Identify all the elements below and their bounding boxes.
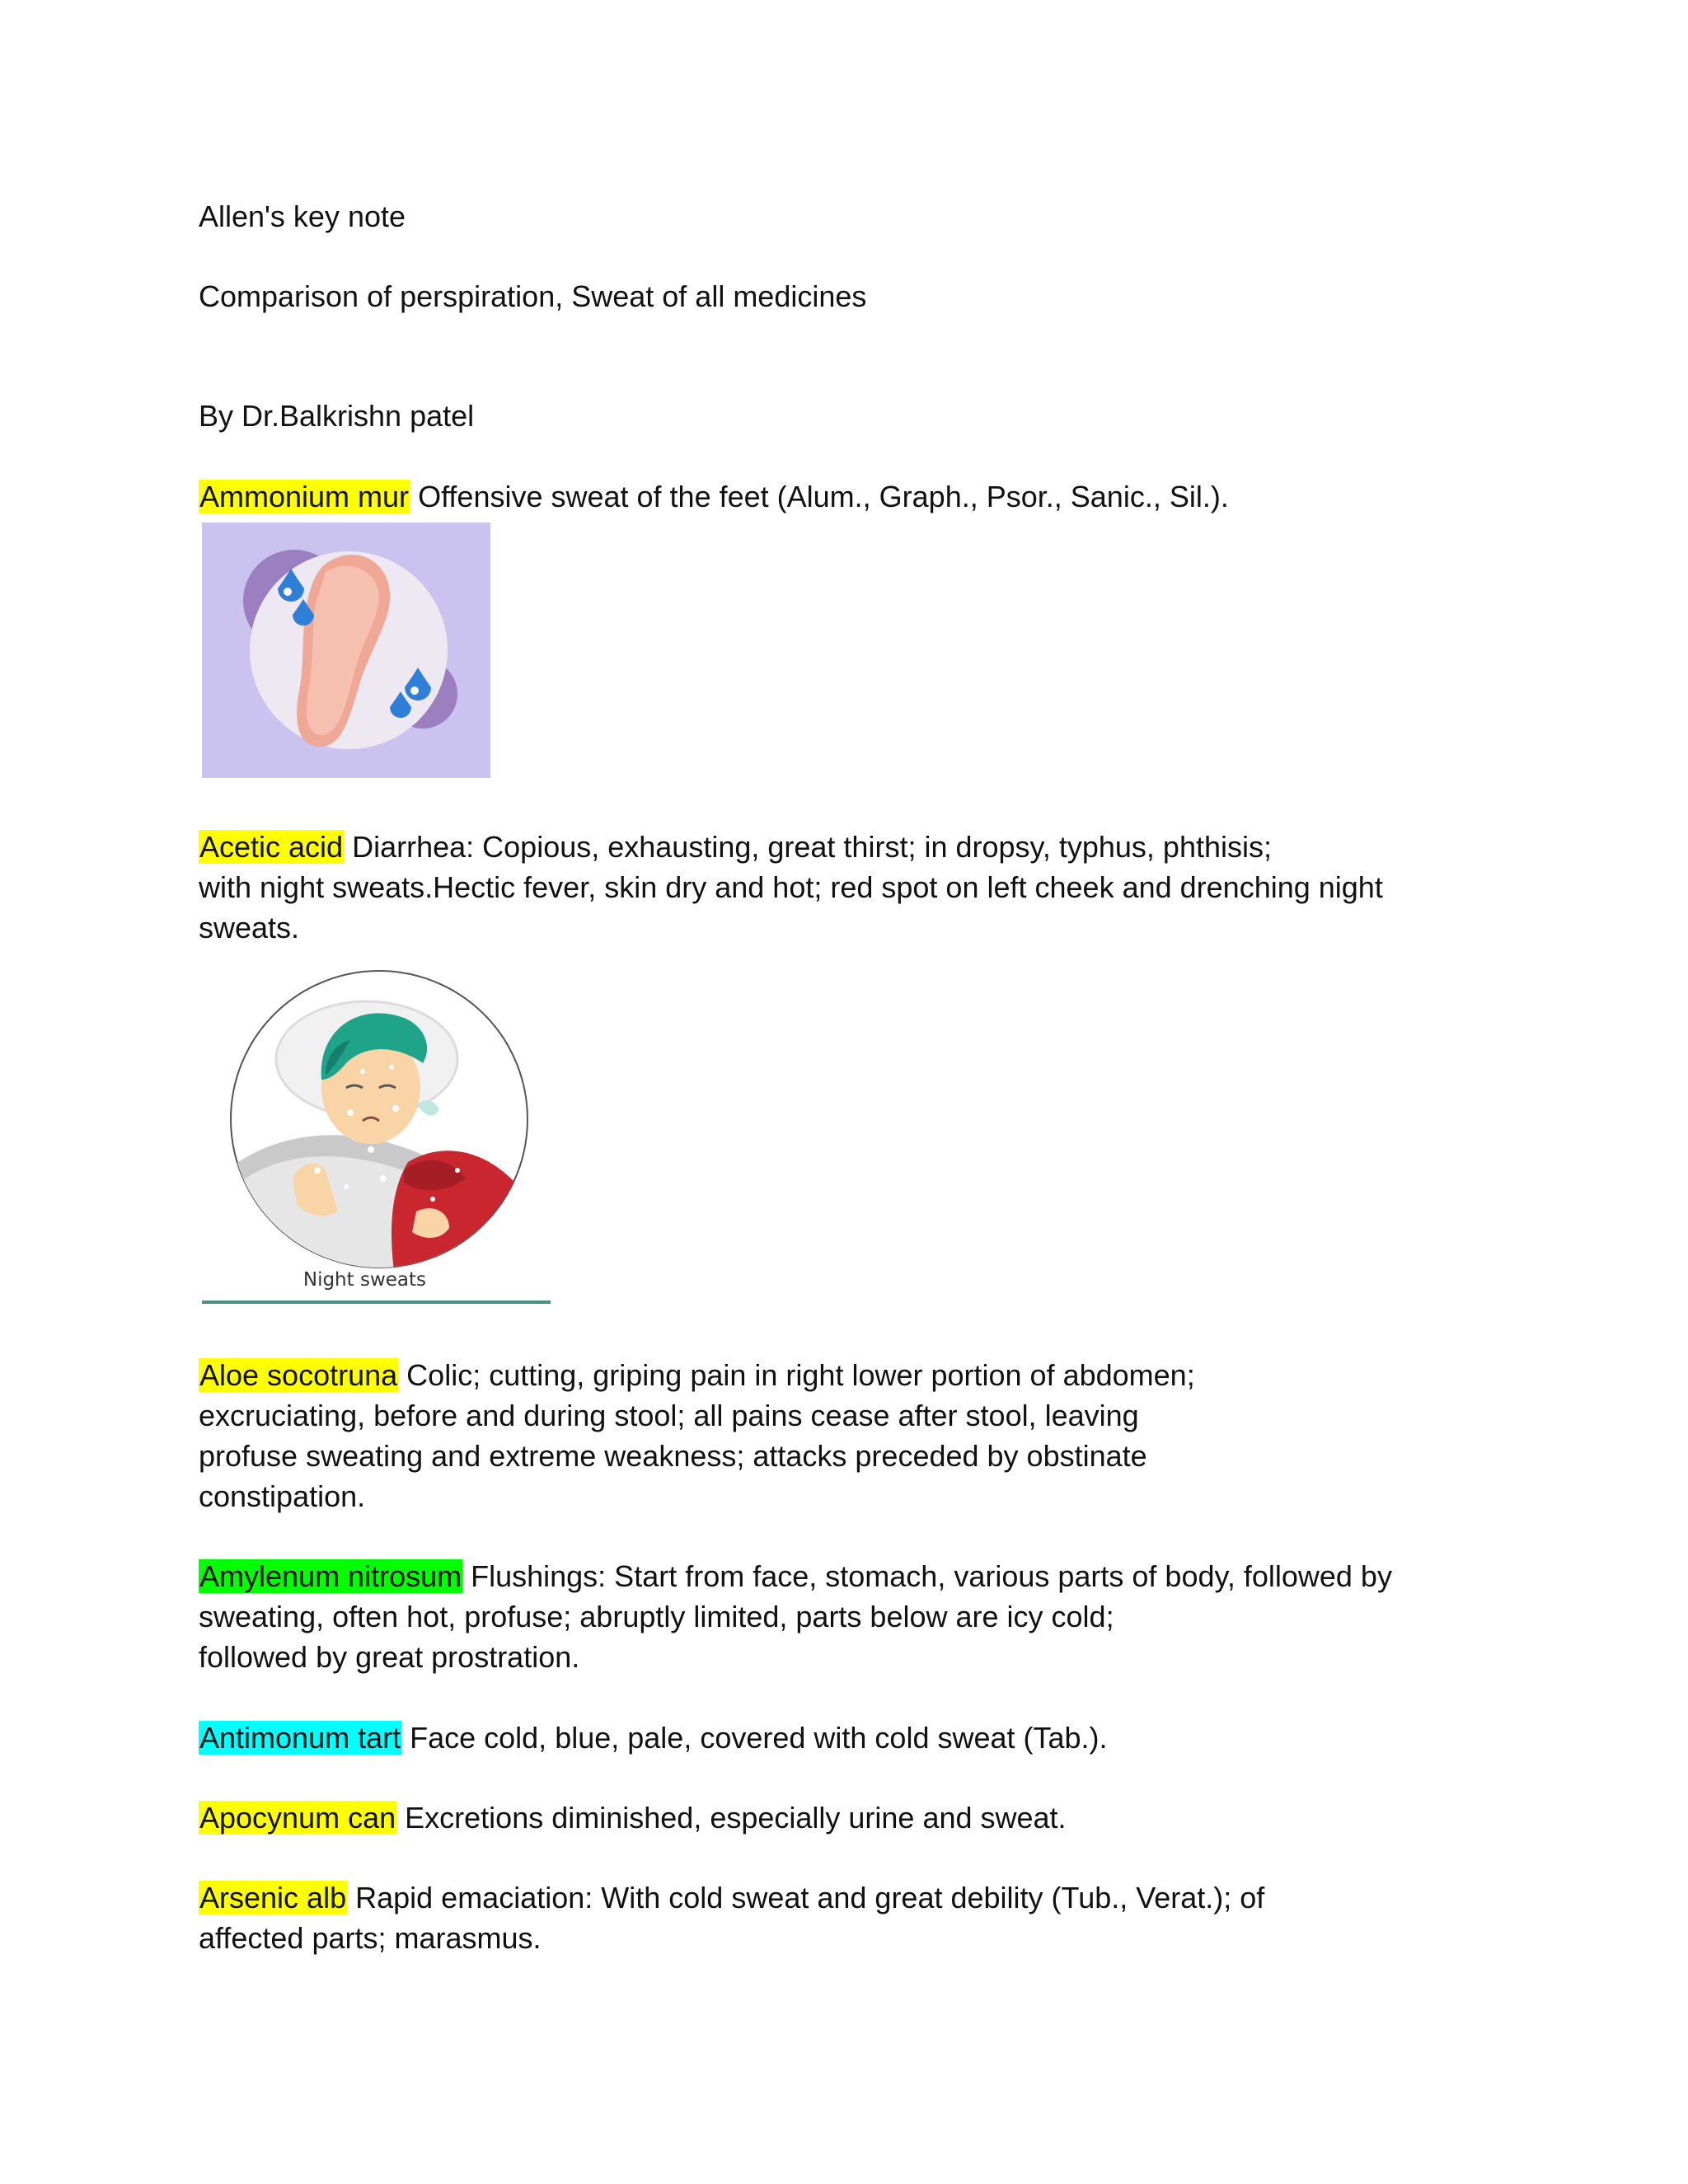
entry-apocynum-can (199, 1797, 1067, 1838)
entry-arsenic-alb (199, 1877, 1264, 1918)
author-line: By Dr.Balkrishn patel (199, 399, 475, 433)
remedy-name: Aloe socotruna (199, 1358, 398, 1392)
entry-text: Offensive sweat of the feet (Alum., Graph., Psor., Sanic., Sil.). (418, 480, 1229, 513)
entry-text: sweats. (199, 911, 300, 944)
entry-text: excruciating, before and during stool; all pains cease after stool, leaving (199, 1399, 1139, 1432)
entry-aloe-socotruna (199, 1355, 1195, 1395)
remedy-name: Ammonium mur (199, 480, 410, 513)
document-subtitle: Comparison of perspiration, Sweat of all medicines (199, 279, 867, 313)
entry-text: Rapid emaciation: With cold sweat and great debility (Tub., Verat.); of (355, 1881, 1265, 1915)
entry-text: constipation. (199, 1479, 366, 1513)
remedy-name: Antimonum tart (199, 1721, 401, 1755)
image-caption: Night sweats (302, 1269, 426, 1291)
entry-text: followed by great prostration. (199, 1640, 580, 1674)
entry-text: Colic; cutting, griping pain in right lower portion of abdomen; (406, 1358, 1195, 1392)
entry-text: Flushings: Start from face, stomach, various parts of body, followed by (471, 1559, 1392, 1593)
entry-text: profuse sweating and extreme weakness; attacks preceded by obstinate (199, 1439, 1147, 1473)
remedy-name: Arsenic alb (199, 1881, 347, 1915)
entry-amylenum-nitrosum (199, 1556, 1392, 1596)
entry-text: affected parts; marasmus. (199, 1921, 542, 1955)
sweaty-foot-illustration (202, 523, 490, 778)
entry-text: sweating, often hot, profuse; abruptly limited, parts below are icy cold; (199, 1600, 1114, 1633)
entry-text: Excretions diminished, especially urine and sweat. (405, 1801, 1067, 1835)
entry-antimonum-tart (199, 1718, 1108, 1758)
remedy-name: Amylenum nitrosum (199, 1559, 462, 1593)
night-sweats-illustration (202, 964, 552, 1310)
entry-text: with night sweats.Hectic fever, skin dry and hot; red spot on left cheek and drenching night (199, 870, 1383, 904)
document-title: Allen's key note (199, 199, 406, 233)
entry-acetic-acid (199, 827, 1272, 867)
remedy-name: Acetic acid (199, 830, 344, 864)
entry-text: Diarrhea: Copious, exhausting, great thirst; in dropsy, typhus, phthisis; (352, 830, 1272, 864)
entry-ammonium-mur (199, 476, 1229, 517)
caption-underline (202, 1301, 551, 1304)
entry-text: Face cold, blue, pale, covered with cold sweat (Tab.). (410, 1721, 1108, 1755)
remedy-name: Apocynum can (199, 1801, 396, 1835)
